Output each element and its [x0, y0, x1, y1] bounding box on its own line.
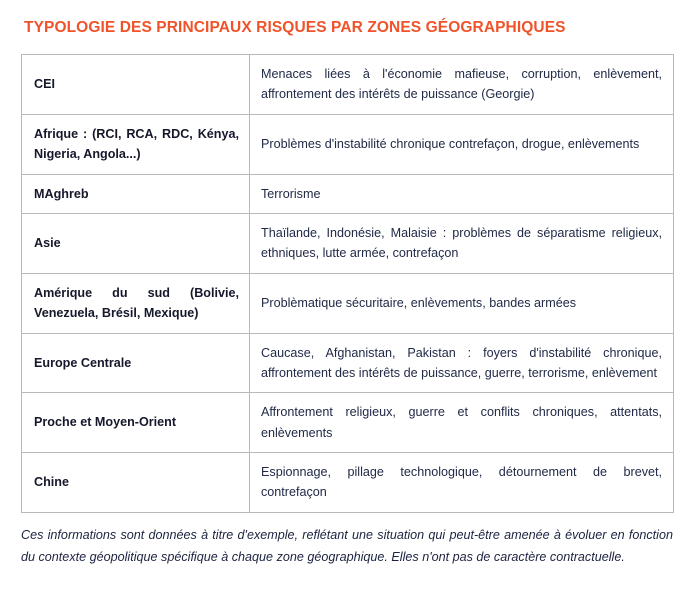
table-row	[22, 55, 674, 115]
table-row	[22, 453, 674, 513]
table-cell-risques: Affrontement religieux, guerre et conflits chroniques, attentats, enlèvements	[250, 393, 674, 453]
table-cell-zone: Afrique : (RCI, RCA, RDC, Kénya, Nigeria, Angola...)	[22, 114, 250, 174]
table-cell-zone: Proche et Moyen-Orient	[22, 393, 250, 453]
table-cell-risques: Espionnage, pillage technologique, détournement de brevet, contrefaçon	[250, 453, 674, 513]
table-row	[22, 114, 674, 174]
table-cell-risques: Problèmes d'instabilité chronique contrefaçon, drogue, enlèvements	[250, 114, 674, 174]
table-cell-zone: Europe Centrale	[22, 333, 250, 393]
page-title: TYPOLOGIE DES PRINCIPAUX RISQUES PAR ZONES GÉOGRAPHIQUES	[24, 19, 566, 36]
table-cell-risques: Caucase, Afghanistan, Pakistan : foyers d'instabilité chronique, affrontement des intérêts de puissance, guerre, terrorisme, enlèvement	[250, 333, 674, 393]
table-cell-risques: Thaïlande, Indonésie, Malaisie : problèmes de séparatisme religieux, ethniques, lutte armée, contrefaçon	[250, 213, 674, 273]
risk-typology-table	[21, 54, 674, 513]
table-cell-risques: Problèmatique sécuritaire, enlèvements, bandes armées	[250, 273, 674, 333]
table-cell-zone: CEI	[22, 55, 250, 115]
table-row	[22, 273, 674, 333]
table-cell-zone: Chine	[22, 453, 250, 513]
table-cell-risques: Terrorisme	[250, 174, 674, 213]
table-cell-zone: MAghreb	[22, 174, 250, 213]
table-row	[22, 174, 674, 213]
table-row	[22, 213, 674, 273]
table-row	[22, 333, 674, 393]
table-body	[22, 55, 674, 513]
table-cell-zone: Amérique du sud (Bolivie, Venezuela, Brésil, Mexique)	[22, 273, 250, 333]
table-row	[22, 393, 674, 453]
table-cell-risques: Menaces liées à l'économie mafieuse, corruption, enlèvement, affrontement des intérêts de puissance (Georgie)	[250, 55, 674, 115]
table-cell-zone: Asie	[22, 213, 250, 273]
footnote-disclaimer: Ces informations sont données à titre d'exemple, reflétant une situation qui peut-être amenée à évoluer en fonction du contexte géopolitique spécifique à chaque zone géographique. Elles n'ont pas de caractère contractuelle.	[21, 528, 673, 564]
